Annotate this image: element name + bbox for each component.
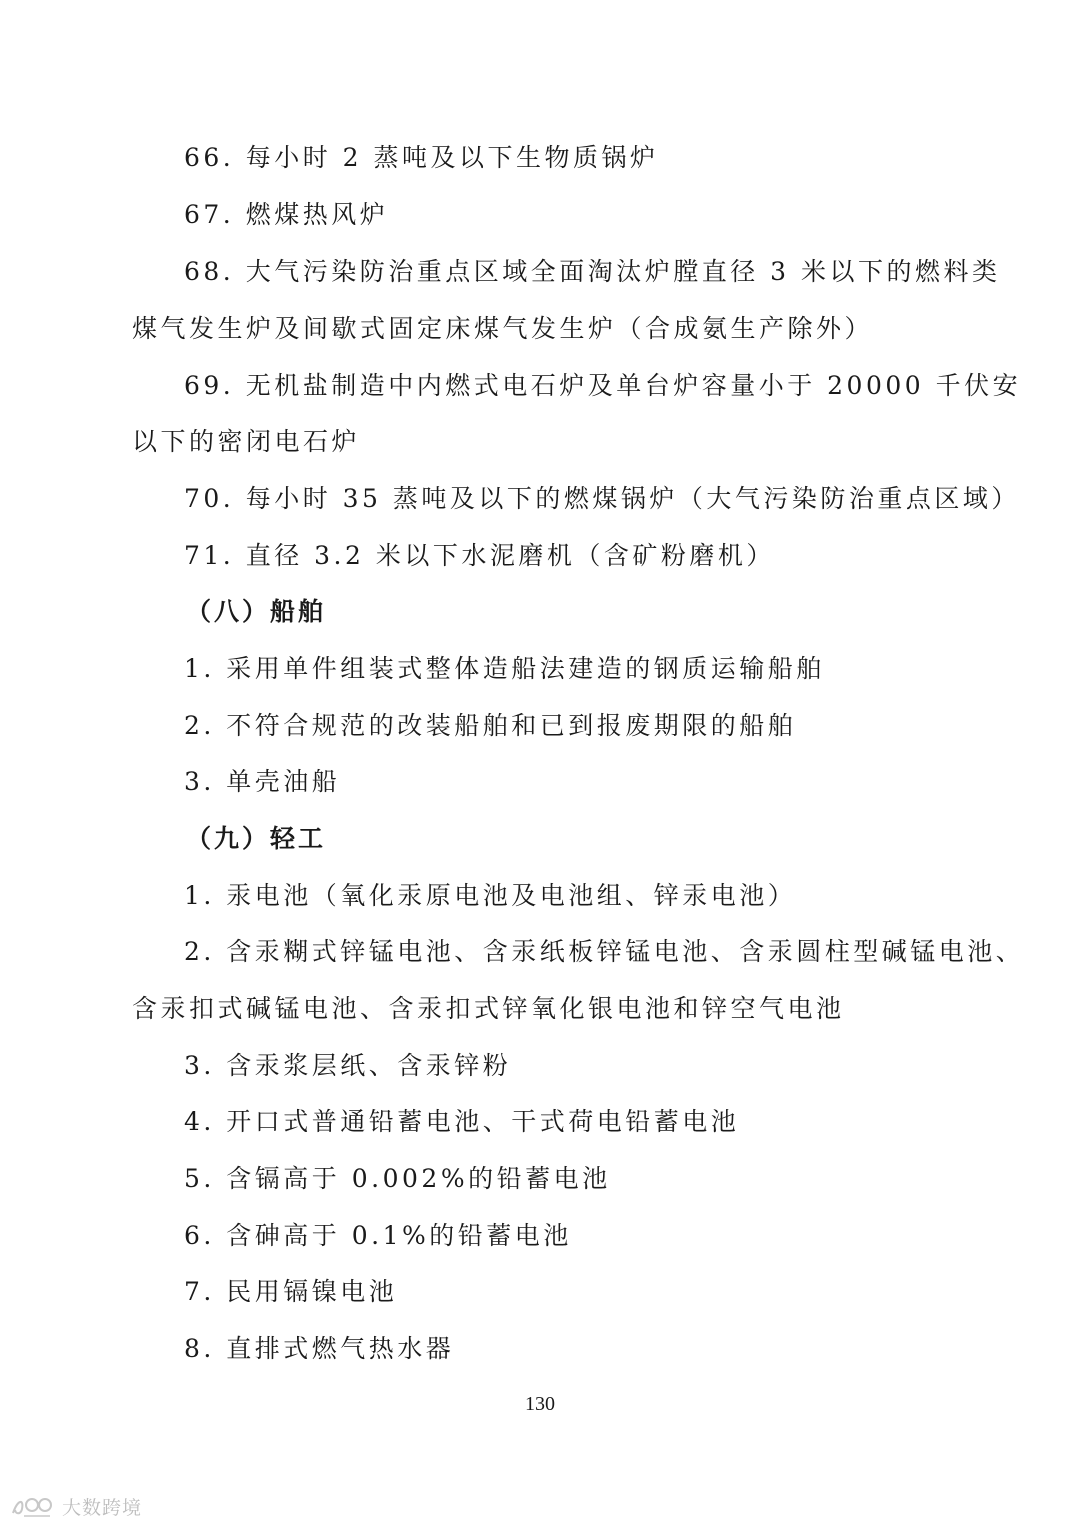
light-item-7: 7. 民用镉镍电池: [184, 1277, 398, 1306]
ships-item-2: 2. 不符合规范的改装船舶和已到报废期限的船舶: [184, 711, 797, 740]
item-71: 71. 直径 3.2 米以下水泥磨机（含矿粉磨机）: [184, 541, 775, 570]
light-item-3: 3. 含汞浆层纸、含汞锌粉: [184, 1051, 512, 1080]
watermark: [10, 1493, 142, 1520]
ships-item-3: 3. 单壳油船: [184, 767, 341, 796]
page-number: 130: [525, 1393, 555, 1415]
light-item-1: 1. 汞电池（氧化汞原电池及电池组、锌汞电池）: [184, 881, 797, 910]
light-item-8: 8. 直排式燃气热水器: [184, 1334, 455, 1363]
item-68: 68. 大气污染防治重点区域全面淘汰炉膛直径 3 米以下的燃料类: [184, 257, 1001, 286]
section-heading-ships: （八）船舶: [186, 597, 327, 626]
item-66: 66. 每小时 2 蒸吨及以下生物质锅炉: [184, 143, 659, 172]
section-heading-light-industry: （九）轻工: [186, 824, 327, 853]
item-69-continuation: 以下的密闭电石炉: [132, 427, 361, 456]
ships-item-1: 1. 采用单件组装式整体造船法建造的钢质运输船舶: [184, 654, 825, 683]
light-item-2-continuation: 含汞扣式碱锰电池、含汞扣式锌氧化银电池和锌空气电池: [132, 994, 845, 1023]
light-item-2: 2. 含汞糊式锌锰电池、含汞纸板锌锰电池、含汞圆柱型碱锰电池、: [184, 937, 1025, 966]
light-item-6: 6. 含砷高于 0.1%的铅蓄电池: [184, 1221, 572, 1250]
watermark-logo-icon: [10, 1495, 56, 1519]
item-67: 67. 燃煤热风炉: [184, 200, 389, 229]
watermark-text: 大数跨境: [62, 1497, 143, 1519]
light-item-5: 5. 含镉高于 0.002%的铅蓄电池: [184, 1164, 611, 1193]
item-69: 69. 无机盐制造中内燃式电石炉及单台炉容量小于 20000 千伏安: [184, 371, 1022, 400]
item-68-continuation: 煤气发生炉及间歇式固定床煤气发生炉（合成氨生产除外）: [132, 314, 874, 343]
item-70: 70. 每小时 35 蒸吨及以下的燃煤锅炉（大气污染防治重点区域）: [184, 484, 1020, 513]
light-item-4: 4. 开口式普通铅蓄电池、干式荷电铅蓄电池: [184, 1107, 740, 1136]
